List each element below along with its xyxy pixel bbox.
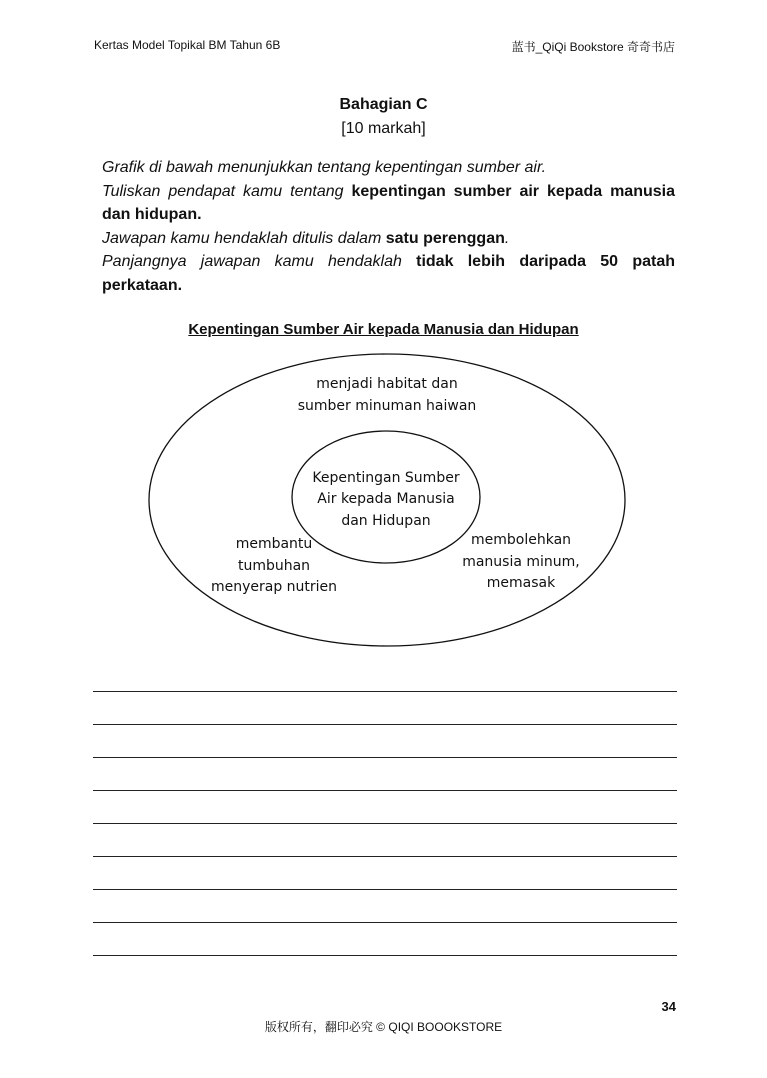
right-label-line: membolehkan — [470, 532, 572, 548]
answer-line[interactable] — [93, 757, 677, 790]
instruction-emphasis: tidak lebih daripada 50 patah perkataan — [102, 253, 675, 294]
left-label-line: menyerap nutrien — [210, 579, 338, 595]
answer-line[interactable] — [93, 856, 677, 889]
left-label-line: membantu — [235, 536, 313, 552]
instruction-emphasis: satu perenggan — [385, 229, 505, 247]
left-label-line: tumbuhan — [237, 558, 311, 574]
section-title: Bahagian C — [339, 96, 428, 113]
center-label-line: Kepentingan Sumber — [312, 470, 460, 486]
instruction-text: Jawapan kamu hendaklah ditulis dalam — [102, 229, 386, 247]
instruction-end: . — [504, 229, 510, 247]
instruction-line-4 — [102, 250, 675, 297]
page-number: 34 — [661, 999, 676, 1014]
instruction-text: Tuliskan pendapat kamu tentang — [102, 182, 352, 200]
diagram-title: Kepentingan Sumber Air kepada Manusia dan Hidupan — [188, 321, 579, 338]
instruction-end: . — [177, 276, 183, 294]
answer-line[interactable] — [93, 955, 677, 988]
top-label-line: menjadi habitat dan — [316, 376, 458, 392]
instruction-emphasis: kepentingan sumber air kepada manusia dan hidupan — [102, 182, 675, 223]
instructions — [102, 156, 675, 297]
answer-line[interactable] — [93, 889, 677, 922]
instruction-line-2 — [102, 180, 675, 227]
answer-line[interactable] — [93, 922, 677, 955]
concept-diagram — [0, 340, 767, 660]
instruction-text: Panjangnya jawapan kamu hendaklah — [102, 253, 417, 270]
right-label-line: memasak — [486, 575, 556, 591]
top-label-line: sumber minuman haiwan — [297, 398, 477, 414]
instruction-end: . — [197, 206, 202, 223]
answer-lines — [93, 691, 677, 988]
center-label-line: Air kepada Manusia — [317, 491, 455, 507]
answer-line[interactable] — [93, 823, 677, 856]
right-label-line: manusia minum, — [462, 554, 580, 570]
header-title: Kertas Model Topikal BM Tahun 6B — [94, 38, 281, 52]
section-marks: [10 markah] — [341, 120, 426, 137]
answer-line[interactable] — [93, 691, 677, 724]
answer-line[interactable] — [93, 724, 677, 757]
instruction-line-3 — [102, 227, 675, 251]
header-publisher: 蓝书_QiQi Bookstore 奇奇书店 — [511, 40, 675, 54]
answer-line[interactable] — [93, 790, 677, 823]
center-label-line: dan Hidupan — [341, 513, 431, 529]
footer-copyright: 版权所有，翻印必究 © QIQI BOOOKSTORE — [264, 1020, 503, 1034]
instruction-line-1: Grafik di bawah menunjukkan tentang kepentingan sumber air. — [102, 159, 547, 176]
